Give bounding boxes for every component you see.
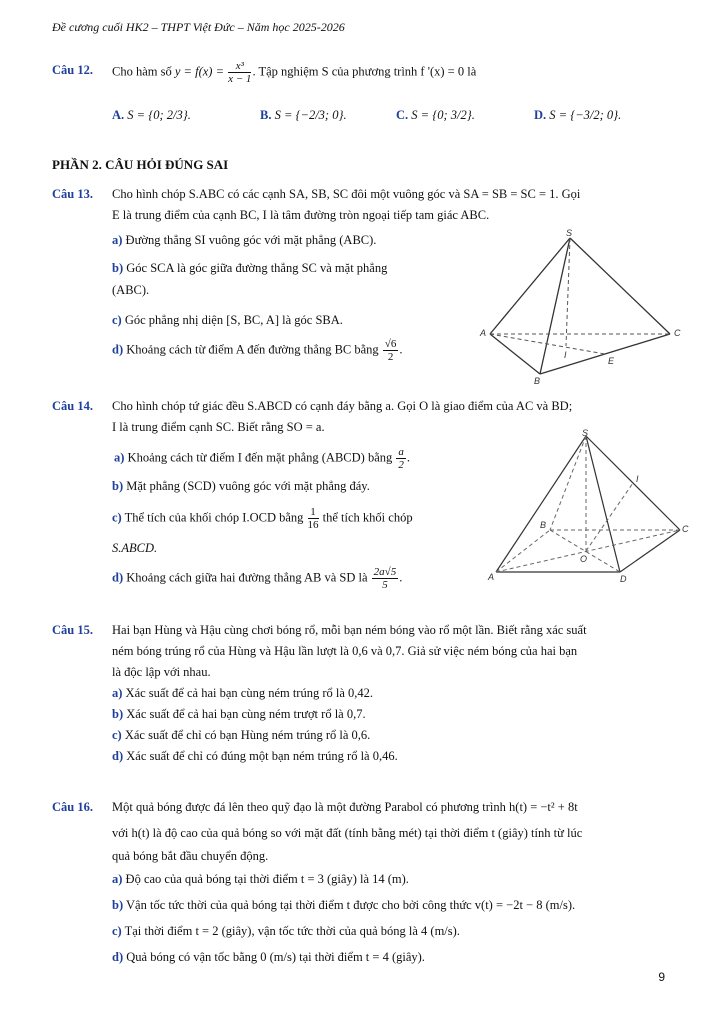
- q14-item-a[interactable]: a) Khoảng cách từ điểm I đến mặt phẳng (ABCD) bằng $\frac{a}{2}$ .: [114, 446, 410, 471]
- page-header: Đề cương cuối HK2 – THPT Việt Đức – Năm học 2025-2026: [52, 20, 345, 34]
- question-13: [52, 184, 674, 226]
- q14-item-b[interactable]: [112, 476, 370, 497]
- page-number: 9: [658, 970, 665, 984]
- q14-item-c-label: c): [112, 510, 122, 525]
- q14-line-1: Cho hình chóp tứ giác đều S.ABCD có cạnh đáy bằng a. Gọi O là giao điểm của AC và BD;: [112, 399, 573, 413]
- q15-line-1: Hai bạn Hùng và Hậu cùng chơi bóng rổ, mỗi bạn ném bóng vào rổ một lần. Biết rằng xác suất: [112, 623, 587, 637]
- q13-line-1: Cho hình chóp S.ABC có các cạnh SA, SB, SC đôi một vuông góc và SA = SB = SC = 1. Gọi: [112, 187, 581, 201]
- q12-text-b: . Tập nghiệm S của phương trình f '(x) = 0 là: [252, 64, 477, 79]
- option-a[interactable]: [112, 108, 191, 123]
- fig14-label-b: B: [540, 520, 547, 530]
- edge-sc: [586, 436, 680, 530]
- q13-item-b-cont-text: (ABC).: [112, 283, 150, 297]
- q15-item-a-text: Xác suất để cả hai bạn cùng ném trúng rổ là 0,42.: [125, 686, 374, 700]
- q13-item-d[interactable]: d) Khoảng cách từ điểm A đến đường thẳng BC bằng $\frac{√6}{2}$ .: [112, 338, 403, 363]
- q12-text-a: Cho hàm số: [112, 64, 172, 79]
- q16-item-a-label: a): [112, 872, 123, 886]
- q15-item-d-label: d): [112, 749, 124, 763]
- q15-item-a-label: a): [112, 686, 123, 700]
- q15-items: [112, 683, 398, 767]
- edge-ab: [490, 334, 540, 374]
- q16-item-d-text: Quả bóng có vận tốc bằng 0 (m/s) tại thời điểm t = 4 (giây).: [126, 950, 425, 964]
- figure-pyramid-sabc: [478, 226, 688, 386]
- q16-item-c-label: c): [112, 924, 122, 938]
- q14-item-c-cont-text: S.ABCD.: [112, 541, 158, 555]
- q16-item-b[interactable]: [112, 892, 575, 918]
- q14-item-b-label: b): [112, 479, 124, 493]
- fig14-label-i: I: [636, 474, 639, 484]
- q15-item-d[interactable]: [112, 746, 398, 767]
- q14-a-fraction: [396, 446, 406, 471]
- edge-dc: [620, 530, 680, 572]
- option-c-label: C.: [396, 108, 409, 122]
- q12-frac-num: x³: [228, 60, 251, 73]
- fig14-label-c: C: [682, 524, 689, 534]
- q14-item-c[interactable]: [112, 506, 413, 531]
- q15-item-d-text: Xác suất để chỉ có đúng một bạn ném trúng rổ là 0,46.: [126, 749, 398, 763]
- q16-item-a[interactable]: [112, 866, 575, 892]
- option-b[interactable]: [260, 108, 347, 123]
- q16-line-2: với h(t) là độ cao của quả bóng so với mặt đất (tính bằng mét) tại thời điểm t (giây) tính từ lúc: [112, 826, 583, 840]
- fig13-label-i: I: [564, 350, 567, 360]
- fig13-label-c: C: [674, 328, 681, 338]
- q13-item-d-label: d): [112, 342, 124, 357]
- question-16-number: Câu 16.: [52, 800, 93, 814]
- question-12-stem: [112, 60, 674, 85]
- q13-d-den: 2: [387, 351, 394, 363]
- fig14-label-s: S: [582, 428, 589, 438]
- q14-c-den: 16: [307, 519, 319, 531]
- section-title: PHẦN 2. CÂU HỎI ĐÚNG SAI: [52, 157, 229, 172]
- fig14-label-o: O: [580, 554, 588, 564]
- edge-sc: [570, 238, 670, 334]
- q15-line-2: ném bóng trúng rổ của Hùng và Hậu lần lượt là 0,6 và 0,7. Giả sử việc ném bóng của hai bạn: [112, 644, 578, 658]
- q14-d-fraction: [372, 566, 399, 591]
- q12-frac-den: x − 1: [228, 73, 252, 85]
- q14-item-b-text: Mặt phẳng (SCD) vuông góc với mặt phẳng đáy.: [126, 479, 370, 493]
- fig13-label-e: E: [608, 356, 615, 366]
- q16-item-d-label: d): [112, 950, 124, 964]
- q16-item-b-label: b): [112, 898, 124, 912]
- edge-ab-hidden: [496, 530, 550, 572]
- q14-d-num: 2a√5: [373, 566, 397, 578]
- figure-pyramid-sabcd: [486, 428, 690, 586]
- q13-item-d-text: Khoảng cách từ điểm A đến đường thẳng BC bằng: [126, 342, 379, 357]
- option-c[interactable]: [396, 108, 475, 123]
- q14-item-c-text: Thể tích của khối chóp I.OCD bằng: [124, 510, 304, 525]
- q14-item-d-text: Khoảng cách giữa hai đường thẳng AB và SD là: [126, 570, 368, 585]
- segment-oi: [586, 483, 633, 551]
- option-a-text: S = {0; 2/3}.: [127, 108, 191, 122]
- q13-item-a-text: Đường thẳng SI vuông góc với mặt phẳng (ABC).: [125, 233, 377, 247]
- question-15-number: Câu 15.: [52, 623, 93, 637]
- diag-bd: [550, 530, 620, 572]
- fig13-label-b: B: [534, 376, 541, 386]
- q14-c-fraction: [308, 506, 319, 531]
- option-b-label: B.: [260, 108, 272, 122]
- q16-line-1: Một quả bóng được đá lên theo quỹ đạo là một đường Parabol có phương trình h(t) = −t² + 8t: [112, 800, 578, 814]
- q13-item-a[interactable]: [112, 230, 376, 251]
- q13-d-fraction: [383, 338, 399, 363]
- diag-ac: [496, 530, 680, 572]
- q16-line-3: quả bóng bắt đầu chuyển động.: [112, 849, 269, 863]
- q16-item-c-text: Tại thời điểm t = 2 (giây), vận tốc tức thời của quả bóng là 4 (m/s).: [124, 924, 460, 938]
- q14-c-num: 1: [308, 506, 319, 519]
- q15-item-b-text: Xác suất để cả hai bạn cùng ném trượt rổ là 0,7.: [126, 707, 366, 721]
- edge-sa: [496, 436, 586, 572]
- question-16: [52, 794, 674, 866]
- q13-item-c-text: Góc phẳng nhị diện [S, BC, A] là góc SBA.: [124, 313, 343, 327]
- option-b-text: S = {−2/3; 0}.: [274, 108, 347, 122]
- q13-item-b[interactable]: [112, 258, 387, 279]
- option-d-label: D.: [534, 108, 547, 122]
- q13-item-b-label: b): [112, 261, 124, 275]
- q15-item-a[interactable]: [112, 683, 398, 704]
- q15-item-b-label: b): [112, 707, 124, 721]
- question-12: [52, 60, 674, 85]
- option-c-text: S = {0; 3/2}.: [411, 108, 475, 122]
- q13-item-a-label: a): [112, 233, 123, 247]
- q14-item-a-label: a): [114, 450, 125, 465]
- q16-item-a-text: Độ cao của quả bóng tại thời điểm t = 3 (giây) là 14 (m).: [125, 872, 409, 886]
- q14-a-den: 2: [398, 459, 404, 471]
- q14-item-a-text: Khoảng cách từ điểm I đến mặt phẳng (ABCD) bằng: [127, 450, 393, 465]
- edge-bc: [540, 334, 670, 374]
- q14-item-c-cont: [112, 538, 157, 559]
- edge-sa: [490, 238, 570, 334]
- fig13-label-a: A: [480, 328, 487, 338]
- option-d[interactable]: [534, 108, 621, 123]
- q13-item-b-cont: [112, 280, 149, 301]
- q13-item-b-text: Góc SCA là góc giữa đường thẳng SC và mặt phẳng: [126, 261, 388, 275]
- q13-line-2: E là trung điểm của cạnh BC, I là tâm đường tròn ngoại tiếp tam giác ABC.: [112, 208, 490, 222]
- question-13-number: Câu 13.: [52, 187, 93, 201]
- q14-a-num: a: [398, 446, 404, 458]
- edge-sd: [586, 436, 620, 572]
- option-d-text: S = {−3/2; 0}.: [549, 108, 622, 122]
- q12-fraction: [228, 60, 251, 85]
- q14-c-tail: thể tích khối chóp: [322, 510, 413, 525]
- q15-item-c[interactable]: [112, 725, 398, 746]
- option-a-label: A.: [112, 108, 125, 122]
- question-15: [52, 620, 674, 683]
- fig14-label-a: A: [488, 572, 495, 582]
- q12-func: y = f(x) =: [174, 64, 224, 79]
- q15-line-3: là độc lập với nhau.: [112, 665, 211, 679]
- question-12-number: Câu 12.: [52, 63, 93, 77]
- q14-item-d-label: d): [112, 570, 124, 585]
- q16-items: [112, 866, 575, 970]
- q14-line-2: I là trung điểm cạnh SC. Biết rằng SO = a.: [112, 420, 325, 434]
- q14-item-d[interactable]: d) Khoảng cách giữa hai đường thẳng AB và SD là $\frac{2a√5}{5}$ .: [112, 566, 403, 591]
- q14-d-den: 5: [382, 579, 388, 591]
- fig14-label-d: D: [620, 574, 627, 584]
- q16-item-c[interactable]: [112, 918, 575, 944]
- question-14-number: Câu 14.: [52, 399, 93, 413]
- q13-item-c[interactable]: [112, 310, 343, 331]
- q13-item-c-label: c): [112, 313, 122, 327]
- q15-item-c-label: c): [112, 728, 122, 742]
- q16-item-b-text: Vận tốc tức thời của quả bóng tại thời điểm t được cho bởi công thức v(t) = −2t − 8 (m/s).: [126, 898, 576, 912]
- question-12-options: [112, 108, 672, 130]
- q13-d-num: √6: [384, 338, 397, 350]
- q16-item-d[interactable]: [112, 944, 575, 970]
- q15-item-b[interactable]: [112, 704, 398, 725]
- fig13-label-s: S: [566, 228, 573, 238]
- q15-item-c-text: Xác suất để chỉ có bạn Hùng ném trúng rổ là 0,6.: [124, 728, 371, 742]
